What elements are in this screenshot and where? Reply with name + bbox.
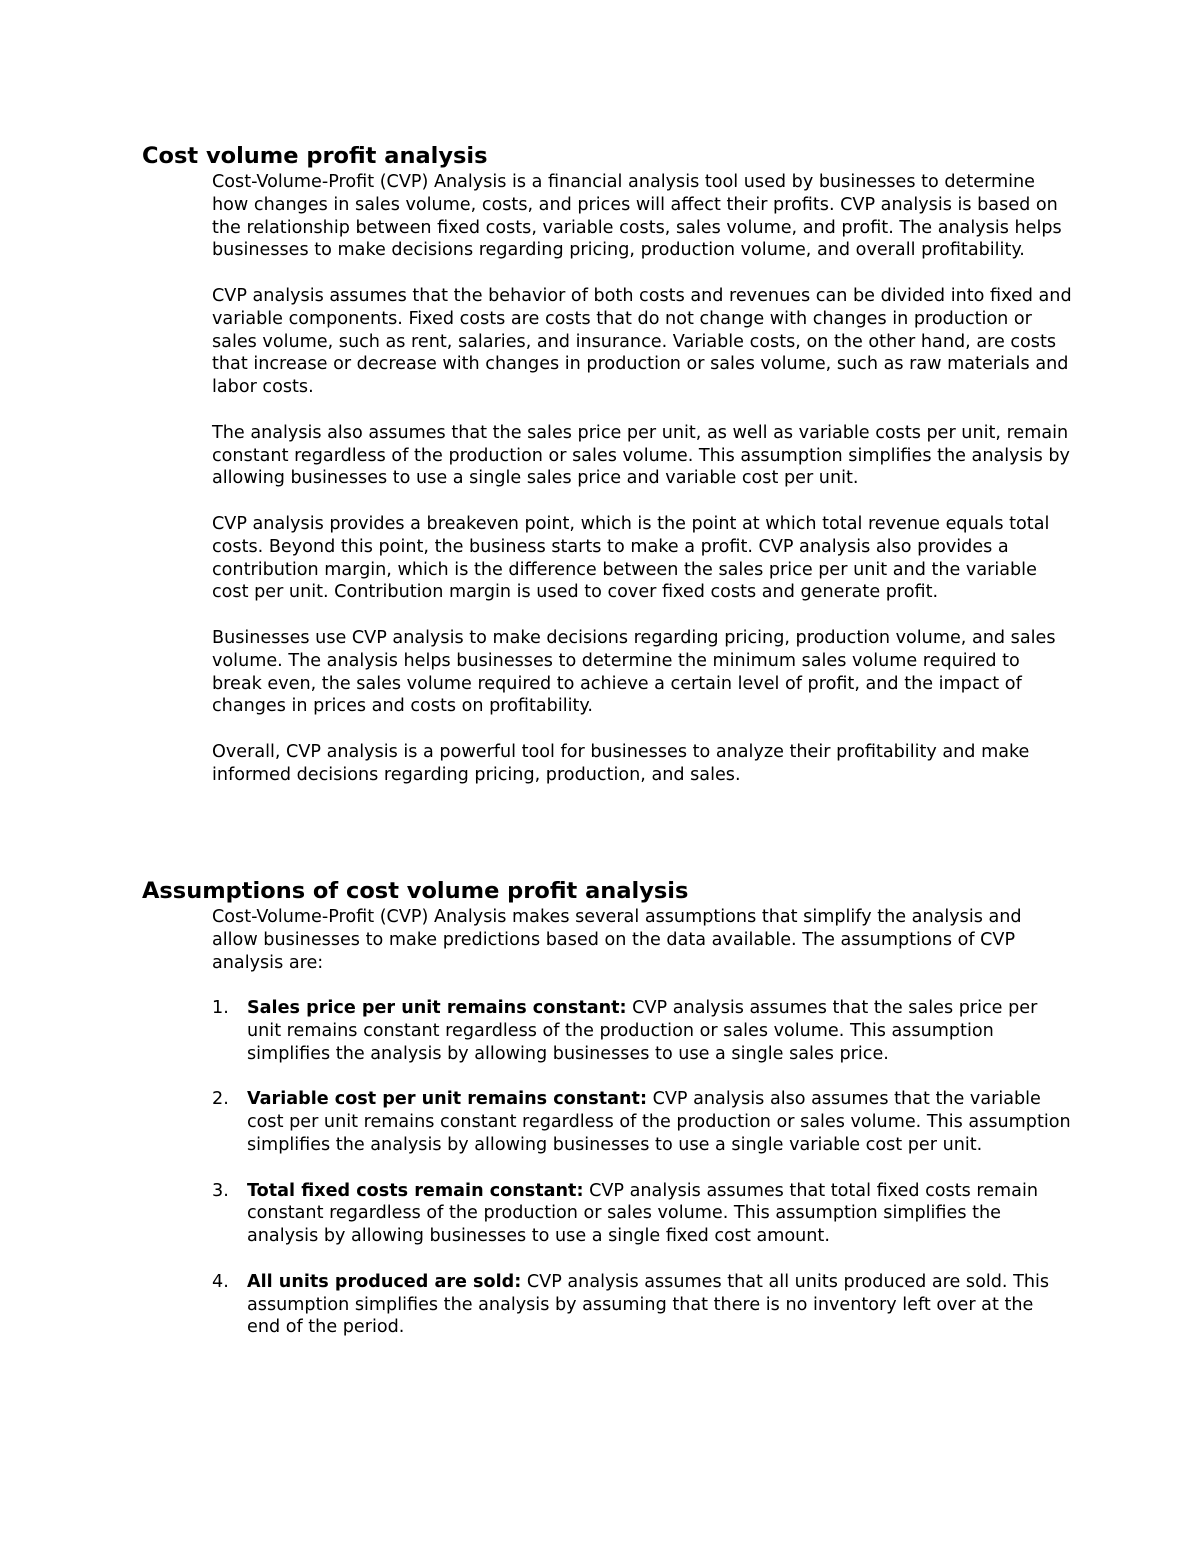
list-item-text: CVP analysis assumes that total fixed costs remain constant regardless of the production or sales volume. This assumption simplifies the analysis by allowing businesses to use a single fixed cost amount.: [247, 1180, 1038, 1247]
paragraph: Overall, CVP analysis is a powerful tool for businesses to analyze their profitability and make informed decisions regarding pricing, production, and sales.: [212, 741, 1030, 785]
paragraph: Businesses use CVP analysis to make decisions regarding pricing, production volume, and sales volume. The analysis helps businesses to determine the minimum sales volume required to break even, the sales volume required to achieve a certain level of profit, and the impact of changes in prices and costs on profitability.: [212, 627, 1056, 717]
assumptions-list: [212, 997, 1072, 1339]
section-cvp-assumptions: [142, 876, 1072, 1362]
section-body: [212, 906, 1072, 1339]
paragraph: Cost-Volume-Profit (CVP) Analysis is a financial analysis tool used by businesses to determine how changes in sales volume, costs, and prices will affect their profits. CVP analysis is based on the relationship between fixed costs, variable costs, sales volume, and profit. The analysis helps businesses to make decisions regarding pricing, production volume, and overall profitability.: [212, 172, 1062, 261]
list-item-text: CVP analysis also assumes that the variable cost per unit remains constant regardless of the production or sales volume. This assumption simplifies the analysis by allowing businesses to use a single variable cost per unit.: [247, 1089, 1071, 1155]
list-item: [212, 1088, 1072, 1156]
paragraph: CVP analysis assumes that the behavior of both costs and revenues can be divided into fixed and variable components. Fixed costs are costs that do not change with changes in production or sales volume, such as rent, salaries, and insurance. Variable costs, on the other hand, are costs that increase or decrease with changes in production or sales volume, such as raw materials and labor costs.: [212, 285, 1072, 398]
list-item-number: 2.: [212, 1089, 229, 1110]
list-item-term: Sales price per unit remains constant:: [247, 998, 627, 1019]
list-item: [212, 1271, 1072, 1339]
list-item-term: Variable cost per unit remains constant:: [247, 1089, 647, 1110]
list-item-number: 4.: [212, 1271, 229, 1292]
list-item-text: CVP analysis assumes that the sales price per unit remains constant regardless of the production or sales volume. This assumption simplifies the analysis by allowing businesses to use a single sales price.: [247, 998, 1038, 1064]
list-item: [212, 1180, 1072, 1248]
section-cvp-analysis: [142, 141, 1072, 787]
paragraph: The analysis also assumes that the sales price per unit, as well as variable costs per unit, remain constant regardless of the production or sales volume. This assumption simplifies the analysis by allowing businesses to use a single sales price and variable cost per unit.: [212, 422, 1070, 489]
intro-paragraph: Cost-Volume-Profit (CVP) Analysis makes several assumptions that simplify the analysis and allow businesses to make predictions based on the data available. The assumptions of CVP analysis are:: [212, 907, 1022, 973]
paragraph: CVP analysis provides a breakeven point, which is the point at which total revenue equals total costs. Beyond this point, the business starts to make a profit. CVP analysis also provides a contribution margin, which is the difference between the sales price per unit and the variable cost per unit. Contribution margin is used to cover fixed costs and generate profit.: [212, 513, 1050, 603]
list-item-term: Total fixed costs remain constant:: [247, 1180, 584, 1201]
section-body: [212, 171, 1072, 787]
list-item: [212, 997, 1072, 1065]
section-heading: Assumptions of cost volume profit analysis: [142, 878, 689, 904]
list-item-number: 3.: [212, 1180, 229, 1201]
section-heading: Cost volume profit analysis: [142, 143, 488, 169]
list-item-number: 1.: [212, 998, 229, 1019]
list-item-text: CVP analysis assumes that all units produced are sold. This assumption simplifies the analysis by assuming that there is no inventory left over at the end of the period.: [247, 1271, 1050, 1338]
list-item-term: All units produced are sold:: [247, 1271, 522, 1292]
